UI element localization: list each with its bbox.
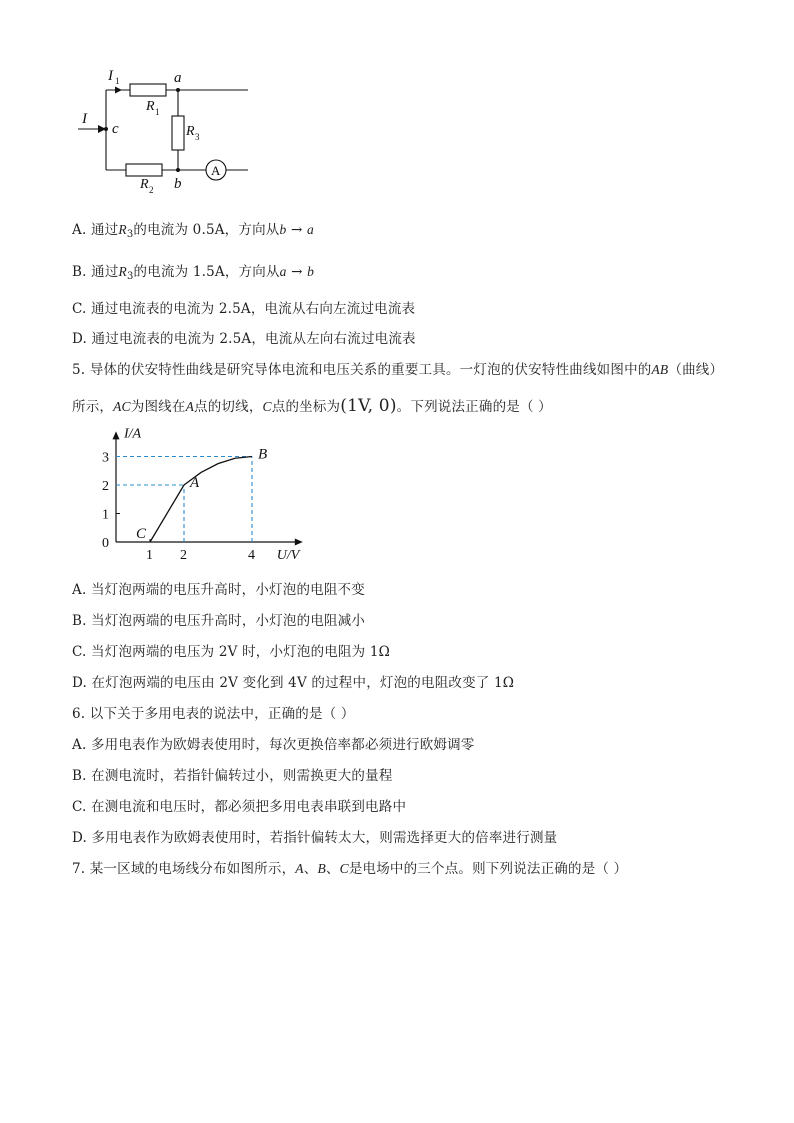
y-tick-label: 1 (102, 507, 109, 523)
q7-stem: 7. 某一区域的电场线分布如图所示，A、B、C是电场中的三个点。则下列说法正确的是（ ） (72, 861, 628, 877)
q5-stem-line2: 所示，AC为图线在A点的切线，C点的坐标为(1V, 0)。下列说法正确的是（ ） (72, 396, 552, 416)
point-label-c: C (136, 526, 147, 542)
q6-option-d: D. 多用电表作为欧姆表使用时，若指针偏转太大，则需选择更大的倍率进行测量 (72, 830, 558, 846)
x-tick-label: 4 (248, 548, 255, 563)
label-node-a: a (174, 70, 182, 86)
resistor-r1 (130, 84, 166, 96)
label-i: I (82, 111, 87, 127)
q5-option-d: D. 在灯泡两端的电压由 2V 变化到 4V 的过程中，灯泡的电阻改变了 1Ω (72, 675, 515, 691)
origin-label: 0 (102, 536, 109, 551)
current-arrow-i1-icon (115, 87, 122, 94)
y-tick-label: 3 (102, 450, 109, 466)
label-r1: R (146, 99, 155, 114)
q4-option-a: A. 通过$R_3$的电流为 0.5A，方向从b → a (72, 222, 314, 240)
label-r2: R (140, 177, 149, 192)
q6-option-b: B. 在测电流时，若指针偏转过小，则需换更大的量程 (72, 768, 393, 784)
q5-option-c: C. 当灯泡两端的电压为 2V 时，小灯泡的电阻为 1Ω (72, 644, 391, 660)
iv-characteristic-chart (60, 426, 300, 563)
point-label-b: B (258, 446, 268, 463)
label-r1-sub: 1 (155, 107, 160, 117)
q5-stem-line1: 5. 导体的伏安特性曲线是研究导体电流和电压关系的重要工具。一灯泡的伏安特性曲线如图中的AB（曲线） (72, 362, 724, 378)
resistor-r3 (172, 116, 184, 150)
junction-b (176, 168, 180, 172)
series-ac (150, 485, 184, 542)
circuit-diagram (70, 60, 260, 200)
q6-option-c: C. 在测电流和电压时，都必须把多用电表串联到电路中 (72, 799, 407, 815)
y-axis-arrow-icon (113, 431, 120, 439)
x-tick-label: 2 (180, 548, 187, 563)
point-label-a: A (190, 475, 200, 491)
q5-option-a: A. 当灯泡两端的电压升高时，小灯泡的电阻不变 (72, 582, 365, 598)
q6-stem: 6. 以下关于多用电表的说法中，正确的是（ ） (72, 706, 355, 722)
q5-option-b: B. 当灯泡两端的电压升高时，小灯泡的电阻减小 (72, 613, 366, 629)
y-axis-label: I/A (124, 426, 142, 442)
q4-option-c: C. 通过电流表的电流为 2.5A，电流从右向左流过电流表 (72, 301, 416, 317)
resistor-r2 (126, 164, 162, 176)
x-tick-label: 1 (146, 548, 153, 563)
q4-option-b: B. 通过$R_3$的电流为 1.5A，方向从a → b (72, 264, 315, 282)
label-r3: R (186, 124, 195, 139)
label-i1-sub: 1 (115, 76, 120, 86)
x-axis-label: U/V (276, 548, 300, 563)
label-i1: I (108, 68, 113, 84)
q6-option-a: A. 多用电表作为欧姆表使用时，每次更换倍率都必须进行欧姆调零 (72, 737, 475, 753)
x-axis-arrow-icon (295, 539, 303, 546)
label-node-b: b (174, 176, 182, 192)
junction-a (176, 88, 180, 92)
label-r2-sub: 2 (149, 185, 154, 195)
label-node-c: c (112, 121, 119, 137)
junction-c (104, 127, 108, 131)
q4-option-d: D. 通过电流表的电流为 2.5A，电流从左向右流过电流表 (72, 331, 416, 347)
y-tick-label: 2 (102, 479, 109, 494)
label-r3-sub: 3 (195, 132, 200, 142)
ammeter-label: A (211, 163, 221, 178)
